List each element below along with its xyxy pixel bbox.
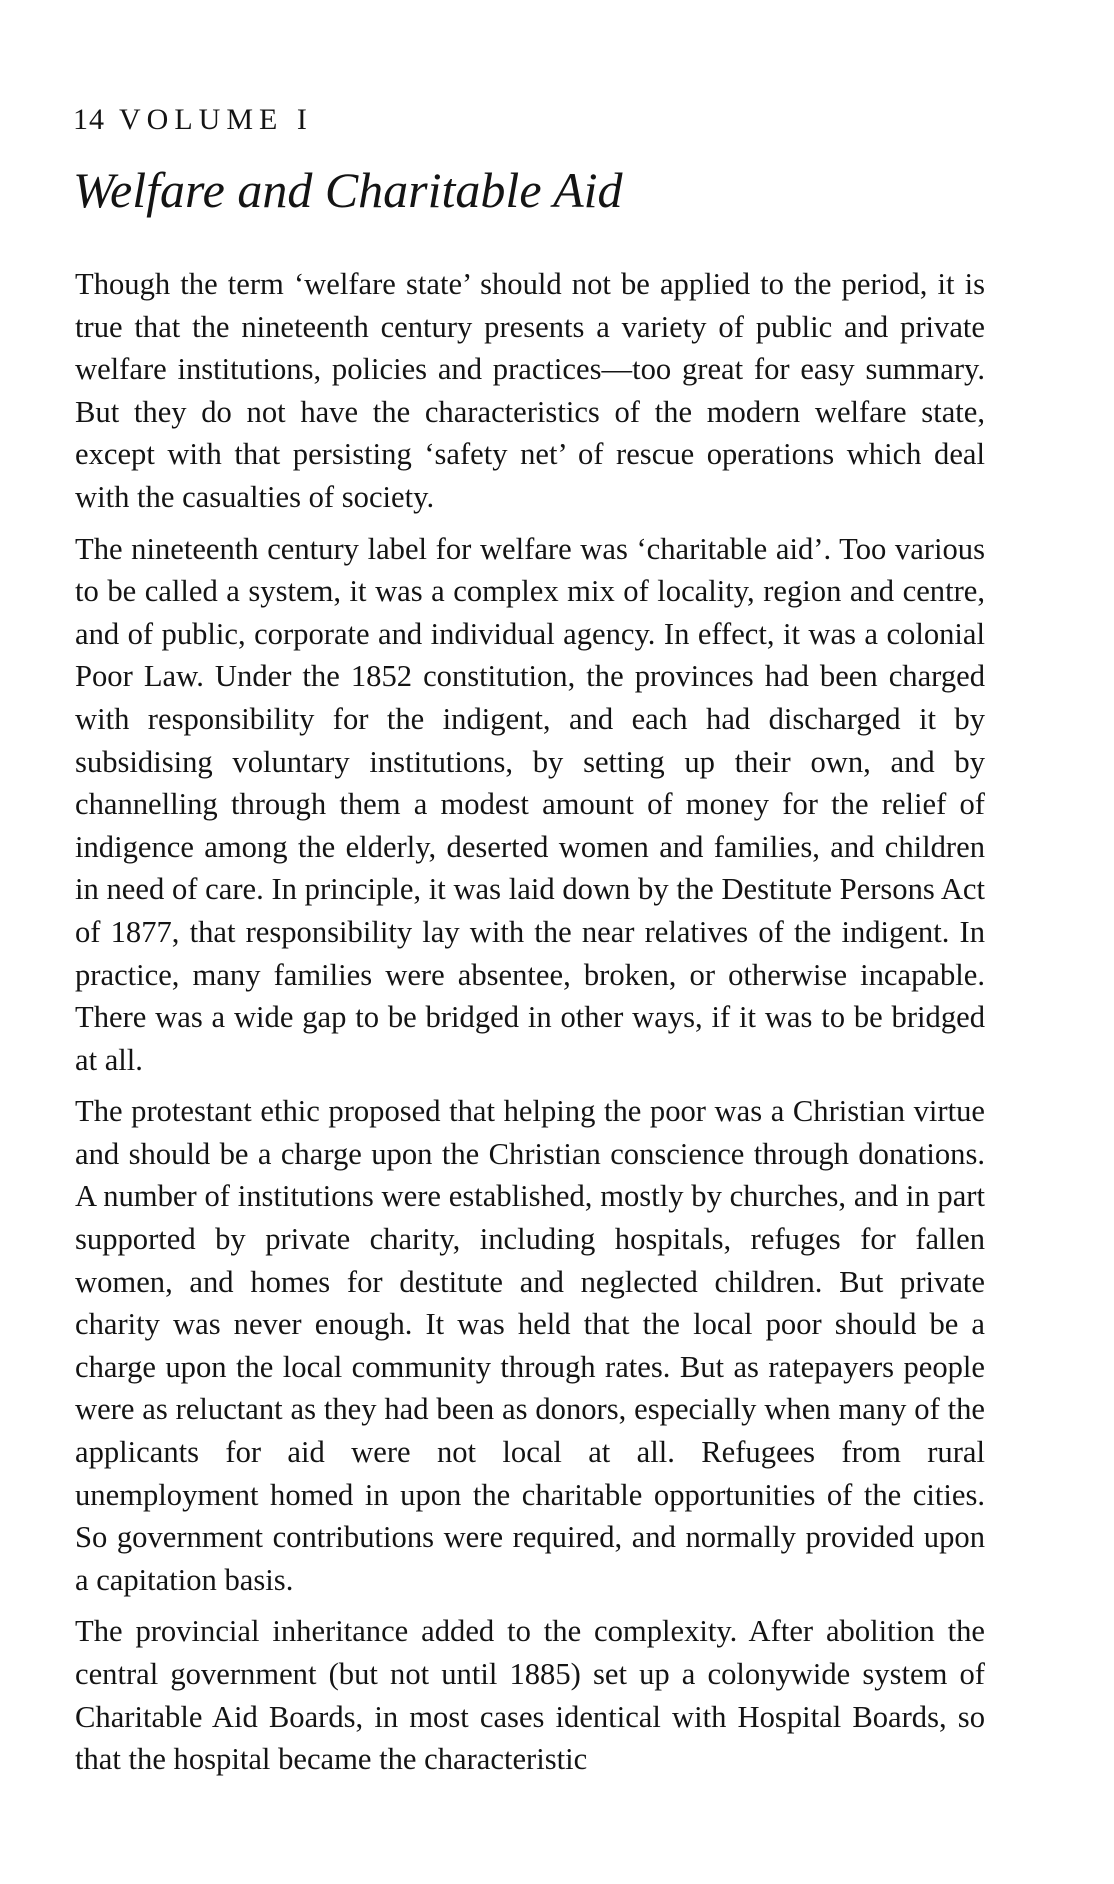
body-text xyxy=(75,263,985,1790)
paragraph-3: The protestant ethic proposed that helping the poor was a Christian virtue and should be a charge upon the Christian conscience through donations. A number of institutions were established, mostly by churches, and in part supported by private charity, including hospitals, refuges for fallen women, and homes for destitute and neglected children. But private charity was never enough. It was held that the local poor should be a charge upon the local community through rates. But as ratepayers people were as reluctant as they had been as donors, especially when many of the applicants for aid were not local at all. Refugees from rural unemployment homed in upon the charitable opportunities of the cities. So government contributions were required, and normally provided upon a capitation basis. xyxy=(75,1094,985,1597)
page-number: 14 xyxy=(73,103,105,136)
running-head xyxy=(73,100,313,140)
paragraph-1: Though the term ‘welfare state’ should not be applied to the period, it is true that the nineteenth century presents a variety of public and private welfare institutions, policies and practices—too great for easy summary. But they do not have the characteristics of the modern welfare state, except with that persisting ‘safety net’ of rescue operations which deal with the casualties of society. xyxy=(75,267,985,514)
volume-label: VOLUME I xyxy=(119,103,313,136)
paragraph-4: The provincial inheritance added to the complexity. After abolition the central government (but not until 1885) set up a colonywide system of Charitable Aid Boards, in most cases identical with Hospital Boards, so that the hospital became the characteristic xyxy=(75,1614,985,1777)
chapter-title: Welfare and Charitable Aid xyxy=(73,162,623,218)
paragraph-2: The nineteenth century label for welfare was ‘charitable aid’. Too various to be called a system, it was a complex mix of locality, region and centre, and of public, corporate and individual agency. In effect, it was a colonial Poor Law. Under the 1852 constitution, the provinces had been charged with responsibility for the indigent, and each had discharged it by subsidising voluntary institutions, by setting up their own, and by channelling through them a modest amount of money for the relief of indigence among the elderly, deserted women and families, and children in need of care. In principle, it was laid down by the Destitute Persons Act of 1877, that responsibility lay with the near relatives of the indigent. In practice, many families were absentee, broken, or otherwise incapable. There was a wide gap to be bridged in other ways, if it was to be bridged at all. xyxy=(75,531,985,1077)
